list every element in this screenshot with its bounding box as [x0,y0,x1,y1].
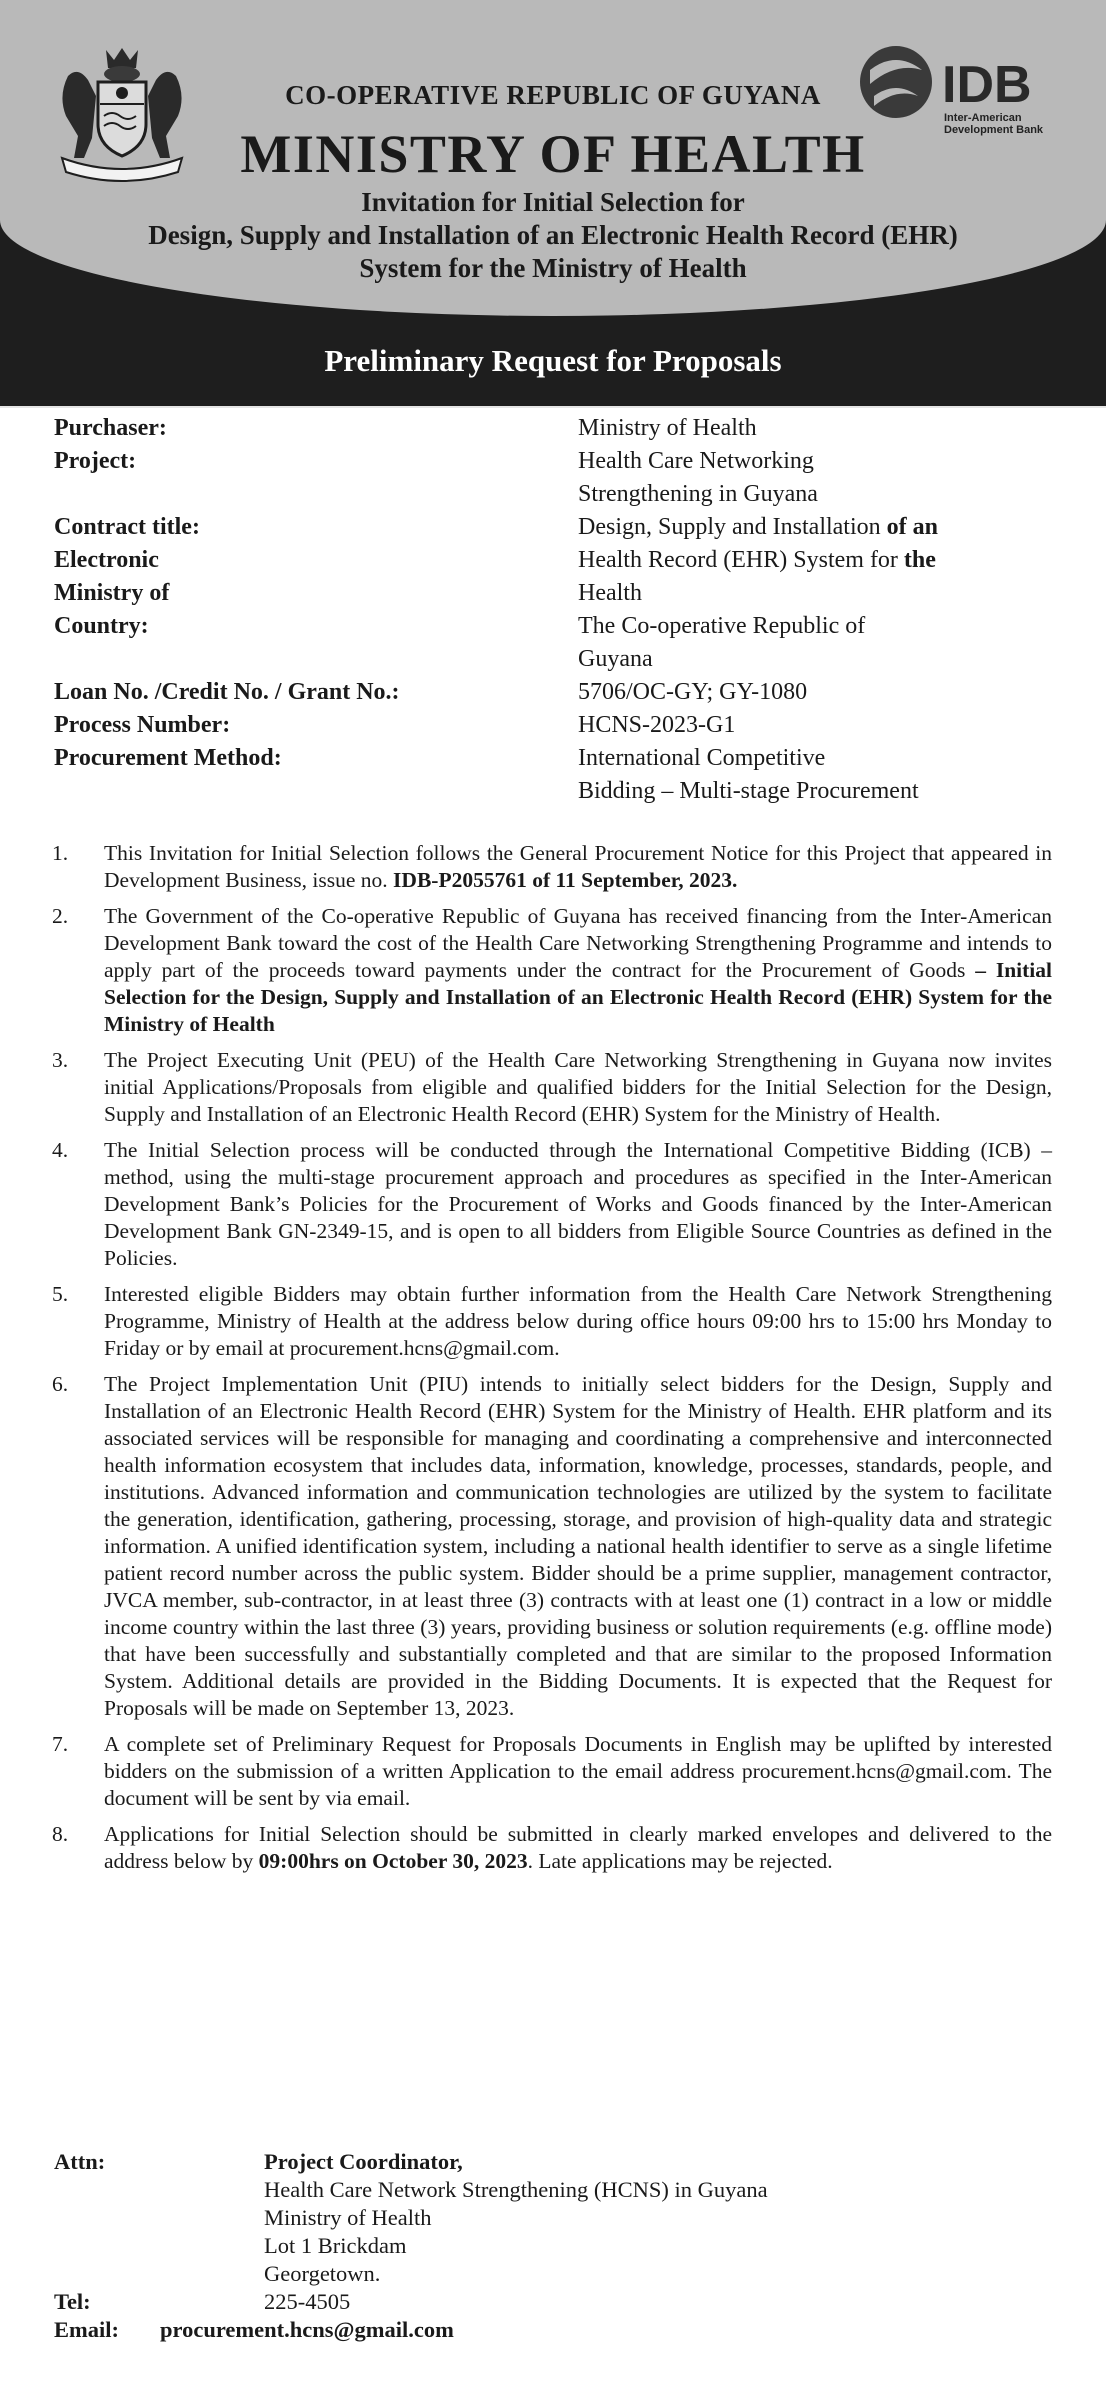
subtitle-line: Invitation for Initial Selection for [361,187,745,217]
contract-value [578,511,1054,610]
project-value-line: Strengthening in Guyana [578,481,818,507]
idb-name-line: Development Bank [944,124,1044,136]
tel-label: Tel: [54,2289,91,2314]
paragraph-number: 5. [52,1282,69,1306]
paragraph-body: Applications for Initial Selection should be submitted in clearly marked envelopes and delivered to the address below by [104,1822,1052,1873]
info-row-contract [54,511,1054,610]
loan-value: 5706/OC-GY; GY-1080 [578,679,808,705]
info-row-method [54,742,1054,808]
email-value[interactable]: procurement.hcns@gmail.com [160,2317,454,2342]
paragraph-body: Interested eligible Bidders may obtain further information from the Health Care Network Strengthening Programme, Ministry of Health at the address below during office hours 09:00 hrs to 15:00 hrs Monday to Friday or by email at procurement.hcns@gmail.com. [104,1282,1052,1360]
method-value [578,742,1054,808]
paragraph-6 [52,1371,1054,1722]
paragraph-number: 3. [52,1048,69,1072]
paragraph-2 [52,903,1054,1038]
paragraph-body: The Initial Selection process will be conducted through the International Competitive Bidding (ICB) – method, using the multi-stage procurement approach and procedures as specified in the Inter-American Development Bank’s Policies for the Procurement of Works and Goods financed by the Inter-American Development Bank GN-2349-15, and is open to all bidders from Eligible Source Countries as defined in the Policies. [104,1138,1052,1270]
contact-footer [54,2148,1054,2344]
country-value-line: Guyana [578,646,653,672]
subtitle-line: System for the Ministry of Health [359,253,747,283]
paragraph-body: This Invitation for Initial Selection follows the General Procurement Notice for this Project that appeared in Development Business, issue no. [104,841,1052,892]
method-value-line: International Competitive [578,745,826,771]
email-label: Email: [54,2317,119,2342]
idb-logo-text: IDB [942,56,1032,114]
address-line: Ministry of Health [264,2205,432,2230]
paragraph-number: 7. [52,1732,69,1756]
invitation-subtitle [0,186,1106,285]
paragraph-number: 8. [52,1822,69,1846]
info-row-purchaser [54,412,1054,445]
paragraph-8 [52,1821,1054,1875]
country-value-line: The Co-operative Republic of [578,613,866,639]
paragraph-7 [52,1731,1054,1812]
procurement-info [54,412,1054,808]
country-value [578,610,1054,676]
republic-title: CO-OPERATIVE REPUBLIC OF GUYANA [285,80,821,110]
purchaser-label: Purchaser: [54,415,167,441]
contract-value-line: Health [578,580,642,606]
contract-bold: the [903,547,936,573]
attn-block [264,2148,768,2288]
contract-text: Design, Supply and Installation [578,514,887,540]
project-value [578,445,1054,511]
info-row-country [54,610,1054,676]
numbered-paragraphs [52,840,1054,1884]
paragraph-tail: . Late applications may be rejected. [527,1849,833,1873]
project-label: Project: [54,448,137,474]
contract-bold: of an [886,514,938,540]
paragraph-number: 4. [52,1138,69,1162]
paragraph-number: 1. [52,841,69,865]
paragraph-1 [52,840,1054,894]
info-row-project [54,445,1054,511]
rfp-banner: Preliminary Request for Proposals [0,316,1106,408]
paragraph-bold: – Initial Selection for the Design, Supply and Installation of an Electronic Health Record (EHR) System for the Ministry of Health [104,958,1052,1036]
process-label: Process Number: [54,712,231,738]
contract-text: Health Record (EHR) System for [578,547,904,573]
purchaser-value: Ministry of Health [578,415,757,441]
paragraph-number: 2. [52,904,69,928]
method-label: Procurement Method: [54,745,282,771]
paragraph-text [104,840,1052,894]
info-row-loan [54,676,1054,709]
method-value-line: Bidding – Multi-stage Procurement [578,778,919,804]
subtitle-line: Design, Supply and Installation of an Electronic Health Record (EHR) [148,220,958,250]
ministry-title: MINISTRY OF HEALTH [240,124,866,184]
paragraph-4 [52,1137,1054,1272]
address-line: Lot 1 Brickdam [264,2233,407,2258]
tel-value: 225-4505 [264,2289,351,2314]
attn-title: Project Coordinator, [264,2149,463,2174]
paragraph-body: The Government of the Co-operative Republic of Guyana has received financing from the Inter-American Development Bank toward the cost of the Health Care Networking Strengthening Programme and intends to apply part of the proceeds toward payments under the contract for the Procurement of Goods [104,904,1052,982]
attn-row [54,2148,1054,2288]
paragraph-body: The Project Implementation Unit (PIU) intends to initially select bidders for the Design, Supply and Installation of an Electronic Health Record (EHR) System for the Ministry of Health. EHR platform and its associated services will be responsible for managing and coordinating a comprehensive and interconnected health information ecosystem that includes data, information, knowledge, processes, standards, people, and institutions. Advanced information and communication technologies are utilized by the system to facilitate the generation, identification, gathering, processing, storage, and provision of high-quality data and strategic information. A unified identification system, including a national health identifier to serve as a single lifetime patient record number across the public system. Bidder should be a prime supplier, management contractor, JVCA member, sub-contractor, in at least three (3) contracts with at least one (1) contract in a low or middle income country within the last three (3) years, providing business or solution requirements (e.g. offline mode) that have been successfully and substantially completed and that are similar to the proposed Information System. Additional details are provided in the Bidding Documents. It is expected that the Request for Proposals will be made on September 13, 2023. [104,1372,1052,1720]
electronic-label: Electronic [54,547,159,573]
paragraph-body: The Project Executing Unit (PEU) of the Health Care Networking Strengthening in Guyana now invites initial Applications/Proposals from eligible and qualified bidders for the Initial Selection for the Design, Supply and Installation of an Electronic Health Record (EHR) System for the Ministry of Health. [104,1048,1052,1126]
address-line: Georgetown. [264,2261,381,2286]
paragraph-text [104,1821,1052,1875]
country-label: Country: [54,613,149,639]
paragraph-number: 6. [52,1372,69,1396]
contract-value-line [578,511,1054,544]
email-row [54,2316,1054,2344]
contract-labels [54,511,578,610]
ministry-label: Ministry of [54,580,170,606]
contract-label: Contract title: [54,514,200,540]
paragraph-5 [52,1281,1054,1362]
attn-label: Attn: [54,2149,106,2174]
loan-label: Loan No. /Credit No. / Grant No.: [54,679,400,705]
info-row-process [54,709,1054,742]
paragraph-bold: 09:00hrs on October 30, 2023 [258,1849,528,1873]
paragraph-body: A complete set of Preliminary Request for Proposals Documents in English may be uplifted by interested bidders on the submission of a written Application to the email address procurement.hcns@gmail.com. The document will be sent by via email. [104,1732,1052,1810]
header [0,0,1106,316]
paragraph-3 [52,1047,1054,1128]
tel-row [54,2288,1054,2316]
address-line: Health Care Network Strengthening (HCNS) in Guyana [264,2177,768,2202]
paragraph-bold: IDB-P2055761 of 11 September, 2023. [393,868,738,892]
paragraph-text [104,903,1052,1038]
idb-name-line: Inter-American [944,112,1022,124]
contract-value-line [578,544,1054,577]
process-value: HCNS-2023-G1 [578,712,736,738]
project-value-line: Health Care Networking [578,448,814,474]
